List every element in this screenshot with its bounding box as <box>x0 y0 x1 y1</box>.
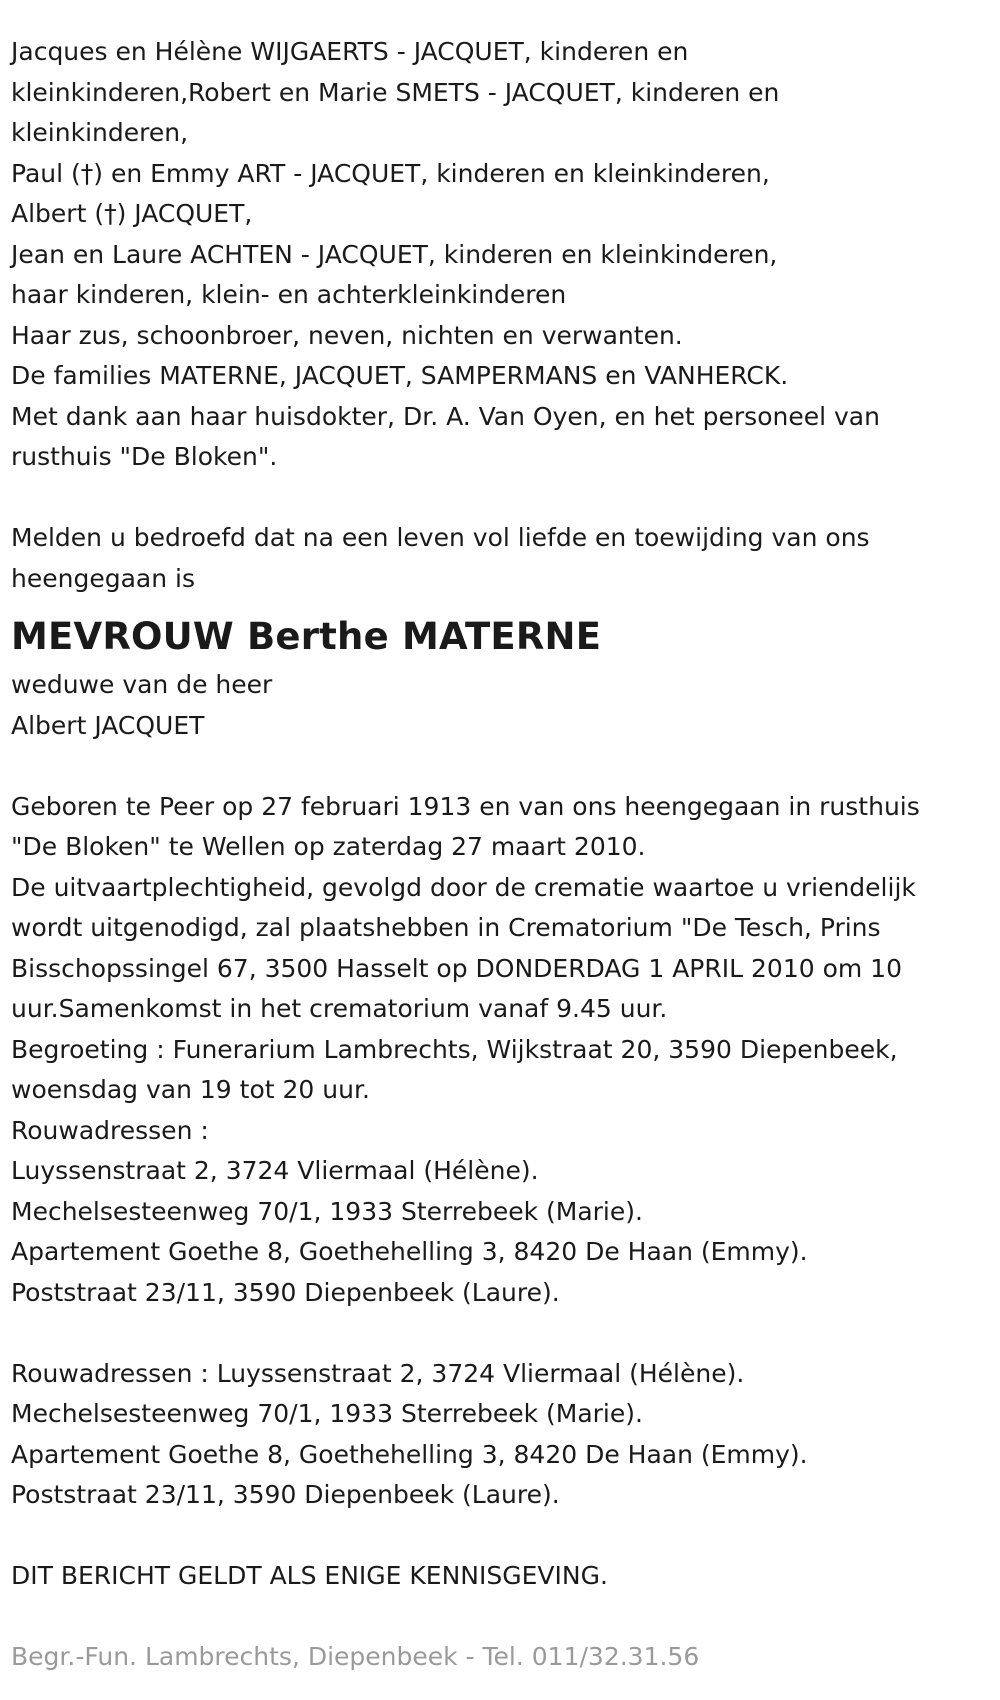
details-line: Mechelsesteenweg 70/1, 1933 Sterrebeek (Marie). <box>11 1196 643 1226</box>
deceased-name: MEVROUW Berthe MATERNE <box>11 615 602 658</box>
spacer <box>11 478 990 519</box>
family-line: rusthuis "De Bloken". <box>11 442 278 471</box>
details-line: De uitvaartplechtigheid, gevolgd door de crematie waartoe u vriendelijk <box>11 872 916 902</box>
family-line: De families MATERNE, JACQUET, SAMPERMANS en VANHERCK. <box>11 361 789 390</box>
announcement-section <box>11 518 990 599</box>
deceased-info-line: weduwe van de heer <box>11 670 273 699</box>
family-line: Met dank aan haar huisdokter, Dr. A. Van Oyen, en het personeel van <box>11 401 880 431</box>
family-line: haar kinderen, klein- en achterkleinkinderen <box>11 280 567 309</box>
details-line: Luyssenstraat 2, 3724 Vliermaal (Hélène). <box>11 1156 539 1185</box>
details-line: Bisschopssingel 67, 3500 Hasselt op DONDERDAG 1 APRIL 2010 om 10 <box>11 953 902 983</box>
deceased-info <box>11 665 990 746</box>
details-line: Rouwadressen : <box>11 1115 209 1145</box>
announcement-line: Melden u bedroefd dat na een leven vol liefde en toewijding van ons <box>11 523 870 552</box>
family-line: kleinkinderen, <box>11 118 189 147</box>
family-line: kleinkinderen,Robert en Marie SMETS - JACQUET, kinderen en <box>11 77 780 107</box>
details-line: Apartement Goethe 8, Goethehelling 3, 8420 De Haan (Emmy). <box>11 1237 808 1266</box>
funeral-home-footer: Begr.-Fun. Lambrechts, Diepenbeek - Tel. 011/32.31.56 <box>11 1641 700 1671</box>
address-line: Mechelsesteenweg 70/1, 1933 Sterrebeek (Marie). <box>11 1399 643 1428</box>
spacer <box>11 1516 990 1557</box>
family-line: Paul (†) en Emmy ART - JACQUET, kinderen en kleinkinderen, <box>11 158 770 188</box>
family-line: Albert (†) JACQUET, <box>11 199 253 228</box>
address-line: Poststraat 23/11, 3590 Diepenbeek (Laure). <box>11 1480 560 1509</box>
announcement-line: heengegaan is <box>11 563 195 593</box>
details-line: Begroeting : Funerarium Lambrechts, Wijkstraat 20, 3590 Diepenbeek, <box>11 1034 898 1064</box>
deceased-info-line: Albert JACQUET <box>11 710 205 740</box>
address-line: Apartement Goethe 8, Goethehelling 3, 8420 De Haan (Emmy). <box>11 1439 808 1469</box>
spacer <box>11 746 990 787</box>
details-line: wordt uitgenodigd, zal plaatshebben in Crematorium "De Tesch, Prins <box>11 913 881 942</box>
family-line: Haar zus, schoonbroer, neven, nichten en verwanten. <box>11 320 683 350</box>
details-line: Poststraat 23/11, 3590 Diepenbeek (Laure). <box>11 1277 560 1307</box>
details-line: uur.Samenkomst in het crematorium vanaf 9.45 uur. <box>11 994 668 1023</box>
spacer <box>11 1313 990 1354</box>
family-line: Jean en Laure ACHTEN - JACQUET, kinderen en kleinkinderen, <box>11 239 778 269</box>
details-line: Geboren te Peer op 27 februari 1913 en van ons heengegaan in rusthuis <box>11 791 920 821</box>
details-line: woensdag van 19 tot 20 uur. <box>11 1075 370 1104</box>
details-section <box>11 787 990 1314</box>
addresses-section <box>11 1354 990 1516</box>
address-line: Rouwadressen : Luyssenstraat 2, 3724 Vliermaal (Hélène). <box>11 1358 745 1388</box>
notice-text: DIT BERICHT GELDT ALS ENIGE KENNISGEVING. <box>11 1561 608 1590</box>
details-line: "De Bloken" te Wellen op zaterdag 27 maart 2010. <box>11 832 646 861</box>
family-line: Jacques en Hélène WIJGAERTS - JACQUET, kinderen en <box>11 37 689 66</box>
family-section <box>11 32 990 478</box>
